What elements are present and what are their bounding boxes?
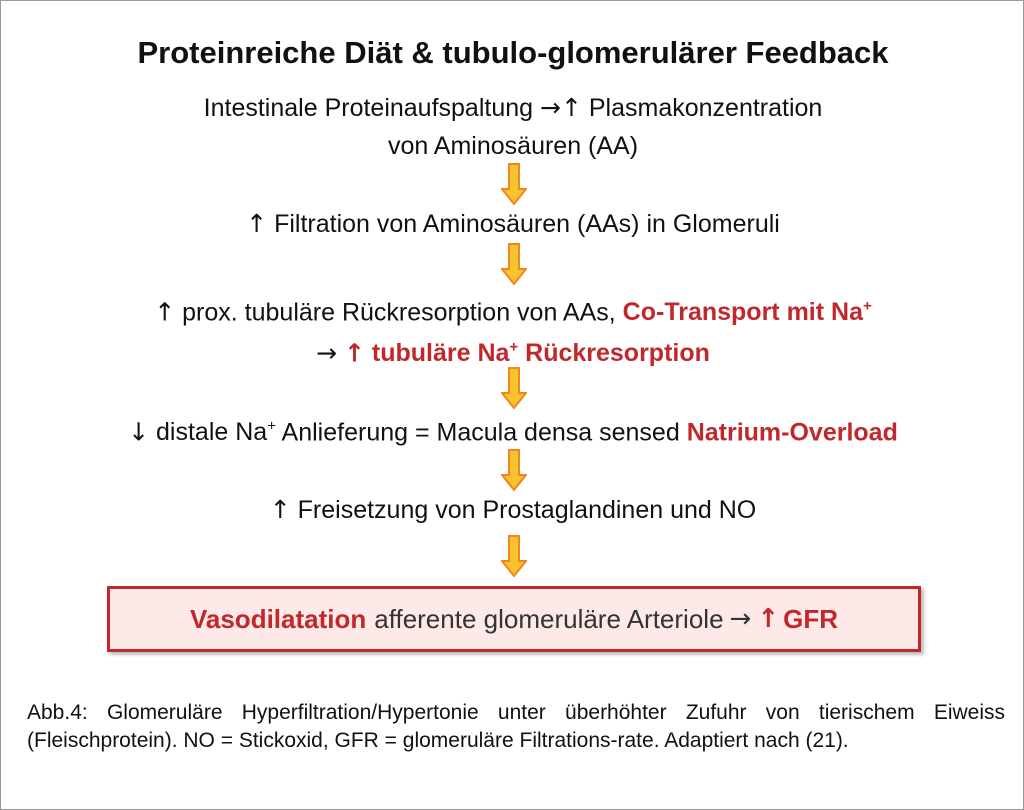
figure-caption: Abb.4: Glomeruläre Hyperfiltration/Hypertonie unter überhöhter Zufuhr von tierischem Eiweiss (Fleischprotein). NO = Stickoxid, GFR = glomeruläre Filtrations-rate. Adaptiert nach (21). [27,701,1005,752]
result-text: afferente glomeruläre Arteriole [374,603,724,634]
step-5-text: Freisetzung von Prostaglandinen und NO [297,496,757,524]
step-4-line [1,412,1024,447]
step-2-line [1,209,1024,239]
result-text-red-b: GFR [783,603,839,634]
step-4-text-red: Natrium-Overload [686,418,898,447]
result-box [107,586,921,652]
right-arrow-symbol: → [316,338,338,368]
up-arrow-symbol: ↑ [757,604,780,634]
step-3-text-a: prox. tubuläre Rückresorption von AAs, [182,298,616,327]
up-arrow-symbol: ↑ [154,297,176,327]
up-arrow-symbol: ↑ [560,93,582,122]
flow-arrow-icon [501,449,527,491]
step-1-line-1 [1,93,1024,123]
step-3-text-red-2: tubuläre Na+ Rückresorption [371,339,710,368]
up-arrow-symbol: ↑ [269,495,291,524]
right-arrow-symbol: → [540,93,561,122]
step-1-text-a: Intestinale Proteinaufspaltung [203,94,534,122]
up-arrow-symbol: ↑ [343,338,365,368]
step-3-text-red: Co-Transport mit Na+ [622,298,872,327]
down-arrow-symbol: ↓ [128,417,150,447]
step-1-line-2: von Aminosäuren (AA) [387,132,639,160]
step-3-line-2 [1,333,1024,368]
step-3-line-1 [1,292,1024,327]
step-4-text-b: Anlieferung = Macula densa sensed [281,418,680,447]
step-5-line [1,495,1024,525]
flow-arrow-icon [501,535,527,577]
result-text-red-a: Vasodilatation [189,603,367,634]
step-1-text-b: Plasmakonzentration [588,94,823,122]
flow-arrow-icon [501,163,527,205]
flow-arrow-icon [501,243,527,285]
figure-title: Proteinreiche Diät & tubulo-glomerulärer Feedback [137,35,889,70]
right-arrow-symbol: → [729,604,752,634]
flow-arrow-icon [501,367,527,409]
up-arrow-symbol: ↑ [246,209,268,238]
step-2-text: Filtration von Aminosäuren (AAs) in Glomeruli [274,210,780,238]
step-4-text-a: distale Na+ [156,418,276,447]
